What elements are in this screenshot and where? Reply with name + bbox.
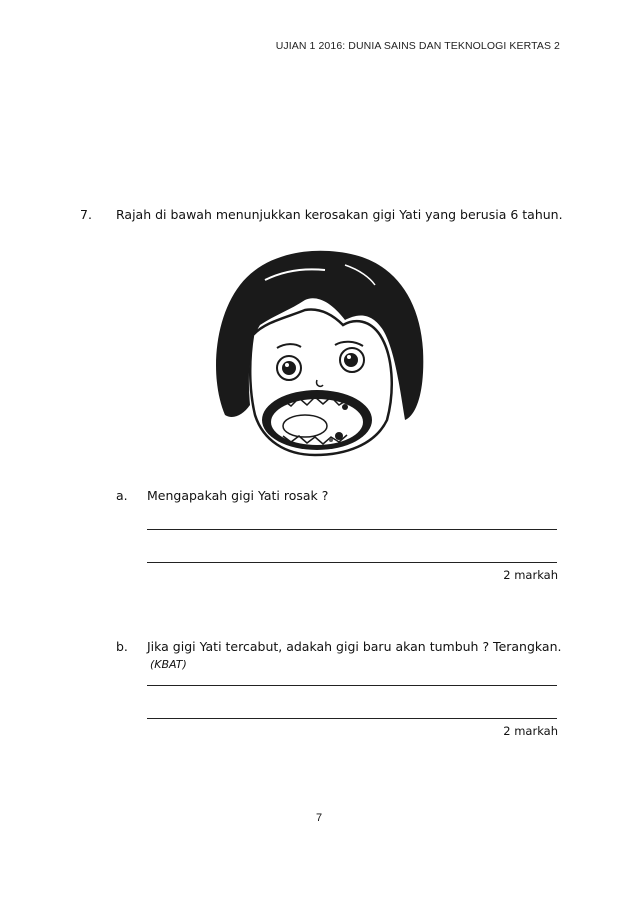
part-a-letter: a. bbox=[116, 488, 128, 503]
part-b-text: Jika gigi Yati tercabut, adakah gigi baru akan tumbuh ? Terangkan. bbox=[147, 639, 562, 654]
answer-line-a1[interactable] bbox=[147, 529, 557, 530]
part-b-letter: b. bbox=[116, 639, 128, 654]
question-text: Rajah di bawah menunjukkan kerosakan gigi Yati yang berusia 6 tahun. bbox=[116, 207, 563, 222]
question-number: 7. bbox=[80, 207, 92, 222]
part-a-text: Mengapakah gigi Yati rosak ? bbox=[147, 488, 329, 503]
answer-line-b2[interactable] bbox=[147, 718, 557, 719]
answer-line-b1[interactable] bbox=[147, 685, 557, 686]
page-header: UJIAN 1 2016: DUNIA SAINS DAN TEKNOLOGI KERTAS 2 bbox=[275, 40, 560, 52]
marks-a: 2 markah bbox=[503, 568, 558, 582]
marks-b: 2 markah bbox=[503, 724, 558, 738]
kbat-note: (KBAT) bbox=[150, 658, 187, 671]
answer-line-a2[interactable] bbox=[147, 562, 557, 563]
page-number: 7 bbox=[315, 812, 323, 824]
girl-open-mouth-icon bbox=[205, 240, 430, 472]
